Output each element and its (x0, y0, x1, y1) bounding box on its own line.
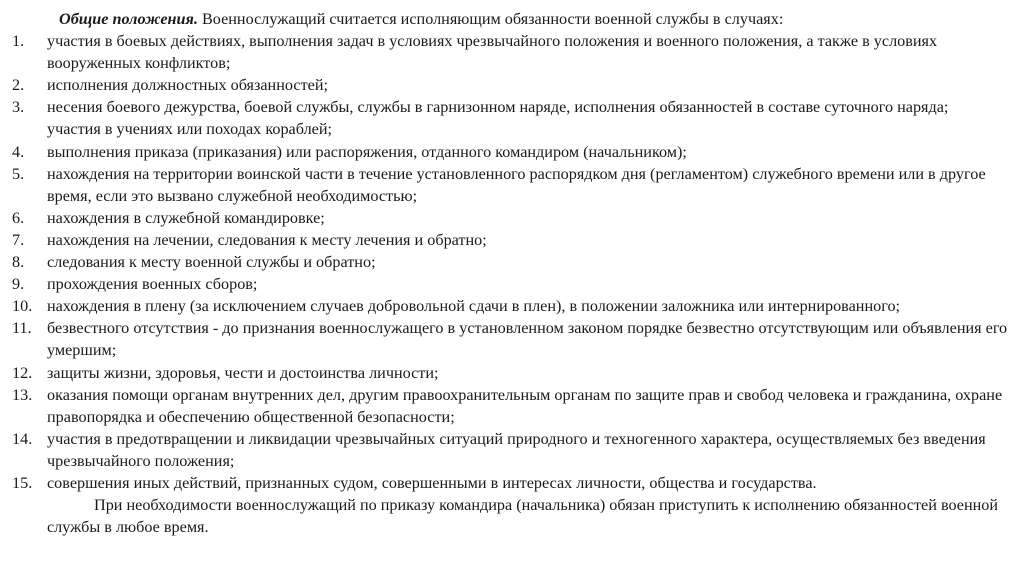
item-text: исполнения должностных обязанностей; (47, 76, 328, 95)
item-text: нахождения в плену (за исключением случаев добровольной сдачи в плен), в положении заложника или интернированного; (47, 297, 901, 316)
item-number: 8. (12, 253, 25, 272)
closing-paragraph: При необходимости военнослужащий по приказу командира (начальника) обязан приступить к исполнению обязанностей военной службы в любое время. (47, 496, 999, 537)
item-number: 11. (12, 319, 32, 338)
document-text (12, 8, 1016, 538)
item-number: 12. (12, 363, 33, 382)
list-item (12, 428, 1016, 472)
list-item (12, 141, 1016, 163)
item-text: участия в предотвращении и ликвидации чрезвычайных ситуаций природного и техногенного характера, осуществляемых без введения чрезвычайного положения; (47, 429, 986, 470)
item-text: нахождения на территории воинской части в течение установленного распорядком дня (регламентом) служебного времени или в другое время, если это вызвано служебной необходимостью; (47, 164, 986, 205)
section-lead: Общие положения. (59, 10, 198, 28)
intro-text: Военнослужащий считается исполняющим обязанности военной службы в случаях: (197, 10, 784, 28)
cases-list (12, 30, 1016, 494)
item-number: 14. (12, 429, 33, 448)
list-item (12, 295, 1016, 317)
list-item (12, 362, 1016, 384)
list-item (12, 384, 1016, 428)
item-number: 3. (12, 98, 25, 117)
item-text: безвестного отсутствия - до признания военнослужащего в установленном законом порядке безвестно отсутствующим или объявления его умершим; (47, 319, 1008, 360)
item-extra-text: участия в учениях или походах кораблей; (47, 120, 332, 139)
item-number: 10. (12, 297, 33, 316)
item-text: защиты жизни, здоровья, чести и достоинства личности; (47, 363, 439, 382)
item-number: 13. (12, 385, 33, 404)
list-item (12, 251, 1016, 273)
list-item (12, 96, 1016, 140)
item-text: совершения иных действий, признанных судом, совершенными в интересах личности, общества и государства. (47, 473, 817, 492)
intro-paragraph (12, 8, 1016, 30)
item-text: несения боевого дежурства, боевой службы, службы в гарнизонном наряде, исполнения обязанностей в составе суточного наряда; (47, 98, 949, 117)
item-number: 4. (12, 142, 25, 161)
item-text: прохождения военных сборов; (47, 275, 258, 294)
list-item (12, 207, 1016, 229)
list-item (12, 472, 1016, 494)
list-item (12, 30, 1016, 74)
item-number: 9. (12, 275, 25, 294)
item-text: выполнения приказа (приказания) или распоряжения, отданного командиром (начальником); (47, 142, 687, 161)
item-number: 15. (12, 473, 33, 492)
item-text: участия в боевых действиях, выполнения задач в условиях чрезвычайного положения и военного положения, а также в условиях вооруженных конфликтов; (47, 32, 938, 73)
list-item (12, 74, 1016, 96)
item-text: оказания помощи органам внутренних дел, другим правоохранительным органам по защите прав и свобод человека и гражданина, охране правопорядка и обеспечению общественной безопасности; (47, 385, 1003, 426)
item-text: нахождения в служебной командировке; (47, 208, 325, 227)
list-item (12, 273, 1016, 295)
list-item (12, 317, 1016, 361)
item-number: 1. (12, 32, 25, 51)
item-number: 6. (12, 208, 25, 227)
item-text: нахождения на лечении, следования к месту лечения и обратно; (47, 230, 487, 249)
item-body (47, 96, 1016, 140)
item-number: 7. (12, 230, 25, 249)
item-text: следования к месту военной службы и обратно; (47, 253, 376, 272)
list-item (12, 229, 1016, 251)
item-number: 5. (12, 164, 25, 183)
list-item (12, 163, 1016, 207)
item-number: 2. (12, 76, 25, 95)
